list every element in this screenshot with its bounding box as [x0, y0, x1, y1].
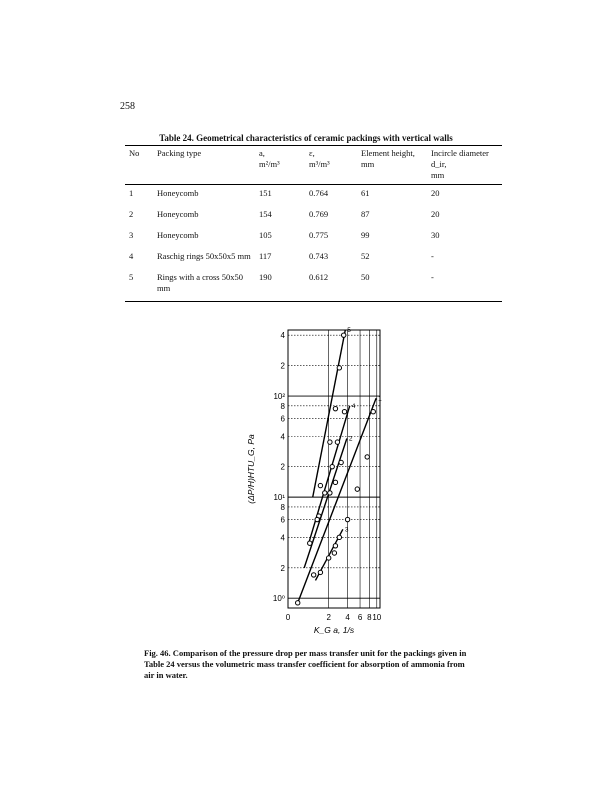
header-specific-area: [257, 146, 307, 185]
cell-incircle-diameter: 20: [431, 209, 440, 219]
y-tick-label: 8: [280, 401, 285, 411]
x-tick-label: 4: [345, 613, 350, 622]
y-tick-label: 6: [280, 414, 285, 424]
cell-void-fraction: 0.612: [309, 272, 329, 282]
cell-specific-area: 154: [259, 209, 272, 219]
y-tick-label: 2: [280, 361, 285, 371]
figure-46: [240, 320, 390, 650]
y-tick-label: 2: [280, 563, 285, 573]
table-row: [125, 227, 502, 248]
header-element-height-unit: mm: [361, 159, 375, 169]
y-tick-label: 4: [280, 331, 285, 341]
series-line: [309, 406, 350, 543]
cell-packing-type: Honeycomb: [157, 188, 199, 198]
x-tick-label: 8: [367, 613, 372, 622]
data-point: [315, 517, 319, 521]
header-incircle-diameter: [429, 146, 502, 185]
data-point: [318, 570, 322, 574]
cell-incircle-diameter: 30: [431, 230, 440, 240]
cell-no: 4: [129, 251, 134, 261]
series-line: [304, 439, 347, 568]
table-row: [125, 248, 502, 269]
cell-incircle-diameter: 20: [431, 188, 440, 198]
data-point: [311, 573, 315, 577]
cell-packing-type: Honeycomb: [157, 209, 199, 219]
cell-packing-type: Raschig rings 50x50x5 mm: [157, 251, 251, 261]
y-tick-label: 4: [280, 432, 285, 442]
header-specific-area-unit: m²/m³: [259, 159, 280, 169]
cell-packing-type: Rings with a cross 50x50 mm: [157, 272, 243, 293]
data-point: [339, 460, 343, 464]
data-point: [365, 455, 369, 459]
data-point: [333, 480, 337, 484]
table-row: [125, 185, 502, 207]
series-label: 3: [344, 526, 349, 534]
cell-element-height: 52: [361, 251, 370, 261]
header-element-height: [359, 146, 429, 185]
data-point: [328, 491, 332, 495]
data-point: [345, 517, 349, 521]
series-line: [298, 398, 376, 603]
series-label: 2: [348, 435, 353, 443]
header-no-label: No: [129, 148, 140, 158]
header-void-fraction: [307, 146, 359, 185]
series-label: 5: [347, 327, 351, 334]
data-point: [341, 333, 345, 337]
header-incircle-diameter-label: Incircle diameter d_ir,: [431, 148, 489, 169]
cell-no: 1: [129, 188, 134, 198]
cell-no: 3: [129, 230, 134, 240]
header-specific-area-label: a,: [259, 148, 265, 158]
data-point: [323, 491, 327, 495]
cell-element-height: 61: [361, 188, 370, 198]
cell-void-fraction: 0.743: [309, 251, 329, 261]
cell-element-height: 50: [361, 272, 370, 282]
data-point: [371, 409, 375, 413]
y-tick-label: 6: [280, 515, 285, 525]
cell-void-fraction: 0.764: [309, 188, 329, 198]
cell-no: 2: [129, 209, 134, 219]
cell-element-height: 99: [361, 230, 370, 240]
x-tick-label: 6: [357, 613, 363, 622]
series-label: 4: [351, 402, 356, 410]
cell-packing-type: Honeycomb: [157, 230, 199, 240]
data-point: [332, 551, 336, 555]
plot-frame: [288, 330, 380, 608]
header-void-fraction-unit: m³/m³: [309, 159, 330, 169]
packing-table: [125, 145, 502, 302]
cell-void-fraction: 0.775: [309, 230, 329, 240]
data-point: [337, 535, 341, 539]
data-point: [333, 406, 337, 410]
data-point: [296, 601, 300, 605]
data-point: [355, 487, 359, 491]
cell-specific-area: 117: [259, 251, 272, 261]
cell-no: 5: [129, 272, 134, 282]
y-axis-label: (ΔP/H)HTU_G, Pa: [246, 434, 256, 504]
cell-void-fraction: 0.769: [309, 209, 329, 219]
data-point: [330, 464, 334, 468]
header-no: [125, 146, 155, 185]
data-point: [328, 440, 332, 444]
x-tick-label: 2: [326, 613, 331, 622]
data-point: [318, 483, 322, 487]
figure-caption: Fig. 46. Comparison of the pressure drop per mass transfer unit for the packings given in Table 24 versus the volumetric mass transfer coefficient for absorption of ammonia from air in water.: [144, 648, 467, 680]
data-point: [342, 409, 346, 413]
y-tick-label: 10²: [273, 392, 285, 402]
cell-element-height: 87: [361, 209, 370, 219]
y-tick-label: 10⁰: [272, 594, 285, 604]
data-point: [335, 440, 339, 444]
pressure-drop-chart: [240, 320, 390, 650]
cell-specific-area: 190: [259, 272, 272, 282]
page-number: 258: [120, 101, 135, 112]
table-caption: Table 24. Geometrical characteristics of ceramic packings with vertical walls: [159, 133, 453, 143]
data-point: [333, 544, 337, 548]
header-packing-type-label: Packing type: [157, 148, 202, 158]
table-row: [125, 206, 502, 227]
series-label: 1: [378, 395, 382, 403]
y-tick-label: 2: [280, 462, 285, 472]
header-element-height-label: Element height,: [361, 148, 415, 158]
cell-specific-area: 151: [259, 188, 272, 198]
table-header-row: [125, 146, 502, 185]
series-line: [313, 330, 346, 497]
series-4: [309, 403, 356, 543]
cell-incircle-diameter: -: [431, 251, 434, 261]
y-tick-label: 8: [280, 502, 285, 512]
y-tick-label: 10¹: [273, 493, 285, 503]
data-point: [337, 366, 341, 370]
cell-specific-area: 105: [259, 230, 272, 240]
data-point: [308, 541, 312, 545]
x-tick-label: 10: [372, 613, 382, 622]
data-point: [326, 556, 330, 560]
table-row: [125, 269, 502, 302]
header-packing-type: [155, 146, 257, 185]
x-axis-label: K_G a, 1/s: [313, 625, 355, 635]
header-incircle-diameter-unit: mm: [431, 170, 445, 180]
header-void-fraction-label: ε,: [309, 148, 315, 158]
y-tick-label: 4: [280, 533, 285, 543]
x-tick-label: 0: [285, 613, 291, 622]
cell-incircle-diameter: -: [431, 272, 434, 282]
